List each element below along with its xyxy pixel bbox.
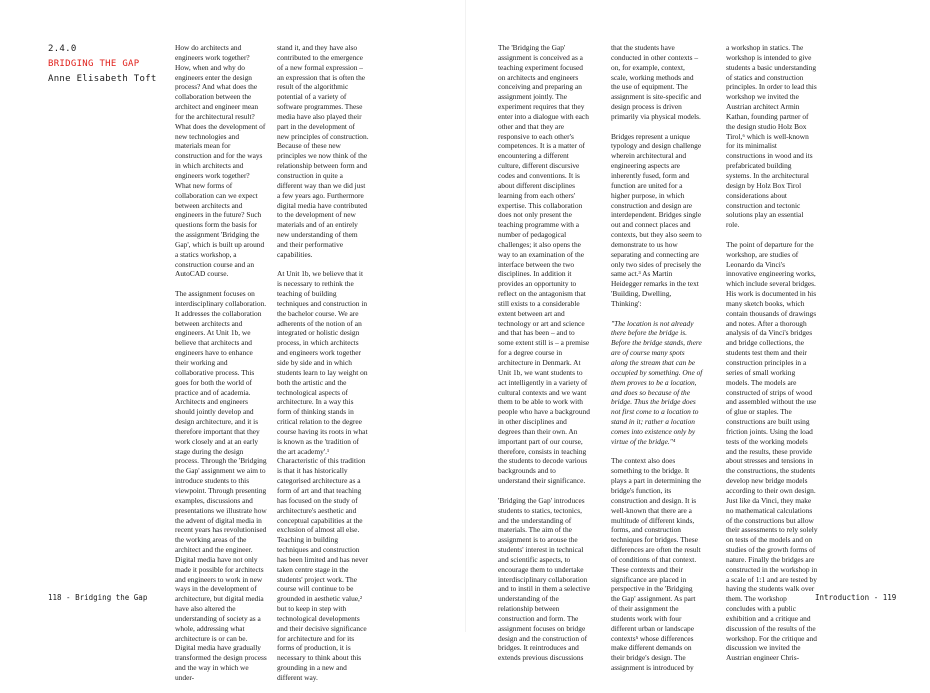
block-quote: "The location is not already there before the bridge is. Before the bridge stands, there are of course many spots along the stream that can be occupied by something. One of them proves to be a location, and does so because of the bridge. Thus the bridge does not first come to a location to stand in it; rather a location comes into existence only by virtue of the bridge."⁴ (611, 318, 703, 446)
paragraph: The 'Bridging the Gap' assignment is conceived as a teaching experiment focused on architects and engineers conceiving and preparing an assignment jointly. The experiment requires that they enter into a dialogue with each other and that they are responsive to each other's competences. It is a matter of encountering a different culture, different discursive codes and conventions. It is about different disciplines learning from each others' expertise. This collaboration does not only present the teaching programme with a number of pedagogical challenges; it also opens the way to an examination of the interface between the two disciplines. In addition it provides an opportunity to reflect on the antagonism that still exists to a considerable extent between art and technology or art and science and that has been – and to some extent still is – a premise for a degree course in architecture in Denmark. At Unit 1b, we want students to act intelligently in a variety of cultural contexts and we want them to be able to work with people who have a background in other disciplines and degrees than their own. An important part of our course, therefore, consists in teaching the students to decode various backgrounds and to understand their significance. (498, 43, 590, 486)
paragraph: a workshop in statics. The workshop is intended to give students a basic understanding of statics and construction principles. In order to lead this workshop we invited the Austrian architect Armin Kathan, founding partner of the design studio Holz Box Tirol,⁶ which is well-known for its minimalist constructions in wood and its prefabricated building systems. In the architectural design by Holz Box Tirol considerations about construction and tectonic solutions play an essential role. (726, 43, 817, 230)
page-gutter (465, 0, 466, 632)
paragraph: 'Bridging the Gap' introduces students to statics, tectonics, and the understanding of materials. The aim of the assignment is to arouse the students' interest in technical and scientific aspects, to encourage them to undertake interdisciplinary collaboration and to instil in them a selective understanding of the relationship between construction and form. The assignment focuses on bridge design and the construction of bridges. It reintroduces and extends previous discussions (498, 495, 590, 663)
paragraph: The assignment focuses on interdisciplinary collaboration. It addresses the collaboration between architects and engineers. At Unit 1b, we believe that architects and engineers have to enhance their working and collaborative process. This goes for both the world of practice and of academia. Architects and engineers should jointly develop and design architecture, and it is therefore important that they work closely and at an early stage during the design process. Through the 'Bridging the Gap' assignment we aim to introduce students to this viewpoint. Through presenting examples, discussions and presentations we illustrate how the advent of digital media in recent years has revolutionised the working areas of the architect and the engineer. Digital media have not only made it possible for architects and engineers to work in new ways in the development of architecture, but digital media have also altered the understanding of society as a whole, addressing what architecture is or can be. Digital media have gradually transformed the design process and the way in which we under- (175, 289, 267, 682)
paragraph: that the students have conducted in other contexts – on, for example, context, scale, working methods and the use of equipment. The assignment is site-specific and design process is driven primarily via physical models. (611, 43, 702, 121)
article-title: BRIDGING THE GAP (48, 59, 140, 69)
text-column-5 (726, 43, 818, 673)
section-number: 2.4.0 (48, 44, 77, 54)
paragraph: How do architects and engineers work together? How, when and why do engineers enter the design process? And what does the collaboration between the architect and engineer mean for the architectural result? What does the development of new technologies and materials mean for construction and for the ways in which architects and engineers work together? What new forms of collaboration can we expect between architects and engineers in the future? Such questions form the basis for the assignment 'Bridging the Gap', which is built up around a statics workshop, a construction course and an AutoCAD course. (175, 43, 266, 279)
text-column-2 (277, 43, 369, 693)
text-column-3 (498, 43, 590, 673)
paragraph: The context also does something to the bridge. It plays a part in determining the bridge's function, its construction and design. It is well-known that there are a multitude of different kinds, forms, and construction techniques for bridges. These differences are often the result of conditions of that context. These contexts and their significance are placed in perspective in the 'Bridging the Gap' assignment. As part of their assignment the students work with four different urban or landscape contexts⁵ whose differences make different demands on their bridge's design. The assignment is introduced by (611, 456, 702, 673)
paragraph: Bridges represent a unique typology and design challenge wherein architectural and engineering aspects are inherently fused, form and function are united for a higher purpose, in which construction and design are interdependent. Bridges single out and connect places and contexts, but they also seem to demonstrate to us how separating and connecting are only two sides of precisely the same act.³ As Martin Heidegger remarks in the text 'Building, Dwelling, Thinking': (611, 131, 702, 308)
article-heading (48, 42, 157, 87)
author-name: Anne Elisabeth Toft (48, 74, 157, 84)
left-page-footer: 118 - Bridging the Gap (48, 593, 148, 602)
text-column-1 (175, 43, 267, 693)
paragraph: At Unit 1b, we believe that it is necessary to rethink the teaching of building techniques and construction in the bachelor course. We are adherents of the notion of an integrated or holistic design process, in which architects and engineers work together side by side and in which students learn to lay weight on both the artistic and the technological aspects of architecture. In a way this form of thinking stands in critical relation to the degree course having its roots in what is known as the 'tradition of the art academy'.¹ Characteristic of this tradition is that it has historically categorised architecture as a form of art and that teaching has focused on the study of architecture's aesthetic and conceptual capabilities at the exclusion of almost all else. Teaching in building techniques and construction has been limited and has never taken centre stage in the students' project work. The course will continue to be grounded in aesthetic value,² but to keep in step with technological developments and their decisive significance for architecture and for its forms of production, it is necessary to think about this grounding in a new and different way. (277, 269, 368, 682)
paragraph: stand it, and they have also contributed to the emergence of a new formal expression – an expression that is often the result of the algorithmic potential of a variety of software programmes. These media have also played their part in the development of new principles of construction. Because of these new principles we now think of the relationship between form and construction in quite a different way than we did just a few years ago. Furthermore digital media have contributed to the development of new materials and of an entirely new understanding of them and their performative capabilities. (277, 43, 369, 259)
right-page-footer: Introduction - 119 (815, 593, 897, 602)
paragraph: The point of departure for the workshop, are studies of Leonardo da Vinci's innovative engineering works, which include several bridges. His work is documented in his many sketch books, which contain thousands of drawings and notes. After a thorough analysis of da Vinci's bridges and bridge collections, the students test them and their construction principles in a series of small working models. The models are constructed of strips of wood and assembled without the use of glue or staples. The constructions are built using friction joints. Using the load tests of the working models and the results, these provide about stresses and tensions in the constructions, the students develop new bridge models according to their own design. Just like da Vinci, they make no mathematical calculations of the constructions but allow their assessments to rely solely on tests of the models and on studies of the growth forms of nature. Finally the bridges are constructed in the workshop in a scale of 1:1 and are tested by having the students walk over them. The workshop concludes with a public exhibition and a critique and discussion of the results of the workshop. For the critique and discussion we invited the Austrian engineer Chris- (726, 239, 818, 663)
text-column-4 (611, 43, 703, 683)
